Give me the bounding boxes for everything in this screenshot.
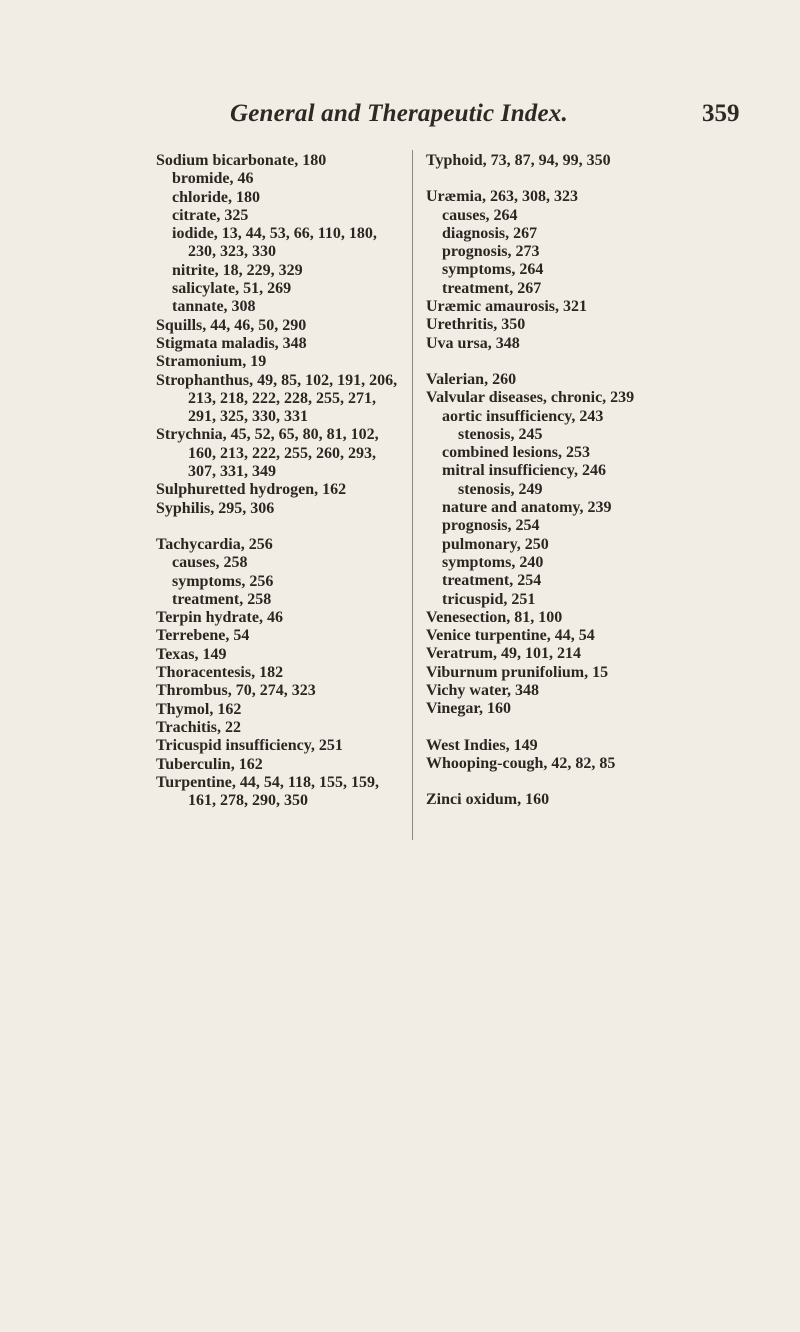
index-entry: Sulphuretted hydrogen, 162 (156, 481, 347, 499)
index-entry: Tachycardia, 256 (156, 535, 273, 553)
index-subentry: nitrite, 18, 229, 329 (172, 261, 303, 279)
index-entry: Terpin hydrate, 46 (156, 609, 283, 627)
index-entry: Thymol, 162 (156, 700, 242, 718)
index-subentry: tannate, 308 (172, 298, 256, 316)
index-entry: Stramonium, 19 (156, 353, 267, 371)
column-divider (412, 150, 413, 840)
index-subentry: citrate, 325 (172, 206, 249, 224)
index-subentry: treatment, 254 (442, 572, 542, 590)
index-entry: Strychnia, 45, 52, 65, 80, 81, 102, (156, 426, 379, 444)
index-subentry: symptoms, 256 (172, 572, 274, 590)
index-entry: Terrebene, 54 (156, 627, 250, 645)
index-subentry: 307, 331, 349 (188, 463, 276, 481)
index-entry: Sodium bicarbonate, 180 (156, 152, 327, 169)
index-entry: Valvular diseases, chronic, 239 (426, 389, 635, 407)
index-subentry: pulmonary, 250 (442, 535, 549, 553)
index-entry: Tricuspid insufficiency, 251 (156, 737, 343, 755)
index-subentry: causes, 264 (442, 206, 518, 224)
index-subentry: 291, 325, 330, 331 (188, 408, 308, 426)
section-gap (426, 773, 746, 791)
index-subentry: salicylate, 51, 269 (172, 280, 292, 298)
index-subentry: iodide, 13, 44, 53, 66, 110, 180, (172, 225, 377, 243)
index-subentry: 160, 213, 222, 255, 260, 293, (188, 444, 376, 462)
index-entry: Whooping-cough, 42, 82, 85 (426, 754, 616, 772)
index-subentry: 230, 323, 330 (188, 243, 276, 261)
index-entry: Squills, 44, 46, 50, 290 (156, 316, 307, 334)
index-entry: Thoracentesis, 182 (156, 664, 284, 682)
index-entry: Venesection, 81, 100 (426, 608, 563, 626)
index-subentry: nature and anatomy, 239 (442, 499, 612, 517)
index-entry: Veratrum, 49, 101, 214 (426, 645, 581, 663)
index-subentry: stenosis, 249 (458, 480, 543, 498)
index-entry: Vinegar, 160 (426, 700, 512, 718)
index-entry: Uræmia, 263, 308, 323 (426, 188, 578, 206)
index-entry: Viburnum prunifolium, 15 (426, 663, 609, 681)
index-subentry: treatment, 267 (442, 279, 542, 297)
index-subentry: symptoms, 240 (442, 553, 544, 571)
index-entry: Thrombus, 70, 274, 323 (156, 682, 316, 700)
index-entry: Uva ursa, 348 (426, 334, 520, 352)
index-subentry: tricuspid, 251 (442, 590, 536, 608)
index-entry: Syphilis, 295, 306 (156, 499, 275, 517)
index-entry: Urethritis, 350 (426, 316, 526, 334)
section-gap (156, 518, 406, 536)
index-entry: Uræmic amaurosis, 321 (426, 298, 588, 316)
index-entry: West Indies, 149 (426, 736, 538, 754)
index-subentry: prognosis, 273 (442, 243, 540, 261)
index-subentry: causes, 258 (172, 554, 248, 572)
index-entry: Vichy water, 348 (426, 682, 540, 700)
index-subentry: mitral insufficiency, 246 (442, 462, 606, 480)
index-subentry: bromide, 46 (172, 170, 254, 188)
index-column-left (156, 152, 406, 810)
index-entry: Texas, 149 (156, 645, 227, 663)
index-subentry: aortic insufficiency, 243 (442, 407, 604, 425)
index-subentry: prognosis, 254 (442, 517, 540, 535)
page-number: 359 (702, 100, 740, 127)
index-entry: Trachitis, 22 (156, 718, 242, 736)
index-entry: Strophanthus, 49, 85, 102, 191, 206, (156, 371, 398, 389)
index-entry: Turpentine, 44, 54, 118, 155, 159, (156, 773, 379, 791)
index-entry: Venice turpentine, 44, 54 (426, 627, 595, 645)
running-title: General and Therapeutic Index. (230, 100, 568, 127)
section-gap (426, 719, 746, 737)
index-entry: Tuberculin, 162 (156, 755, 263, 773)
index-subentry: 213, 218, 222, 228, 255, 271, (188, 389, 376, 407)
index-entry: Stigmata maladis, 348 (156, 334, 307, 352)
index-subentry: chloride, 180 (172, 188, 260, 206)
section-gap (426, 170, 746, 188)
index-subentry: 161, 278, 290, 350 (188, 792, 308, 810)
index-column-right (426, 152, 746, 810)
page-header (0, 100, 800, 140)
index-entry: Zinci oxidum, 160 (426, 791, 550, 809)
index-entry: Typhoid, 73, 87, 94, 99, 350 (426, 152, 611, 169)
index-subentry: combined lesions, 253 (442, 444, 591, 462)
index-subentry: stenosis, 245 (458, 425, 543, 443)
index-subentry: diagnosis, 267 (442, 224, 538, 242)
index-entry: Valerian, 260 (426, 370, 517, 388)
index-subentry: treatment, 258 (172, 590, 272, 608)
section-gap (426, 353, 746, 371)
index-subentry: symptoms, 264 (442, 261, 544, 279)
